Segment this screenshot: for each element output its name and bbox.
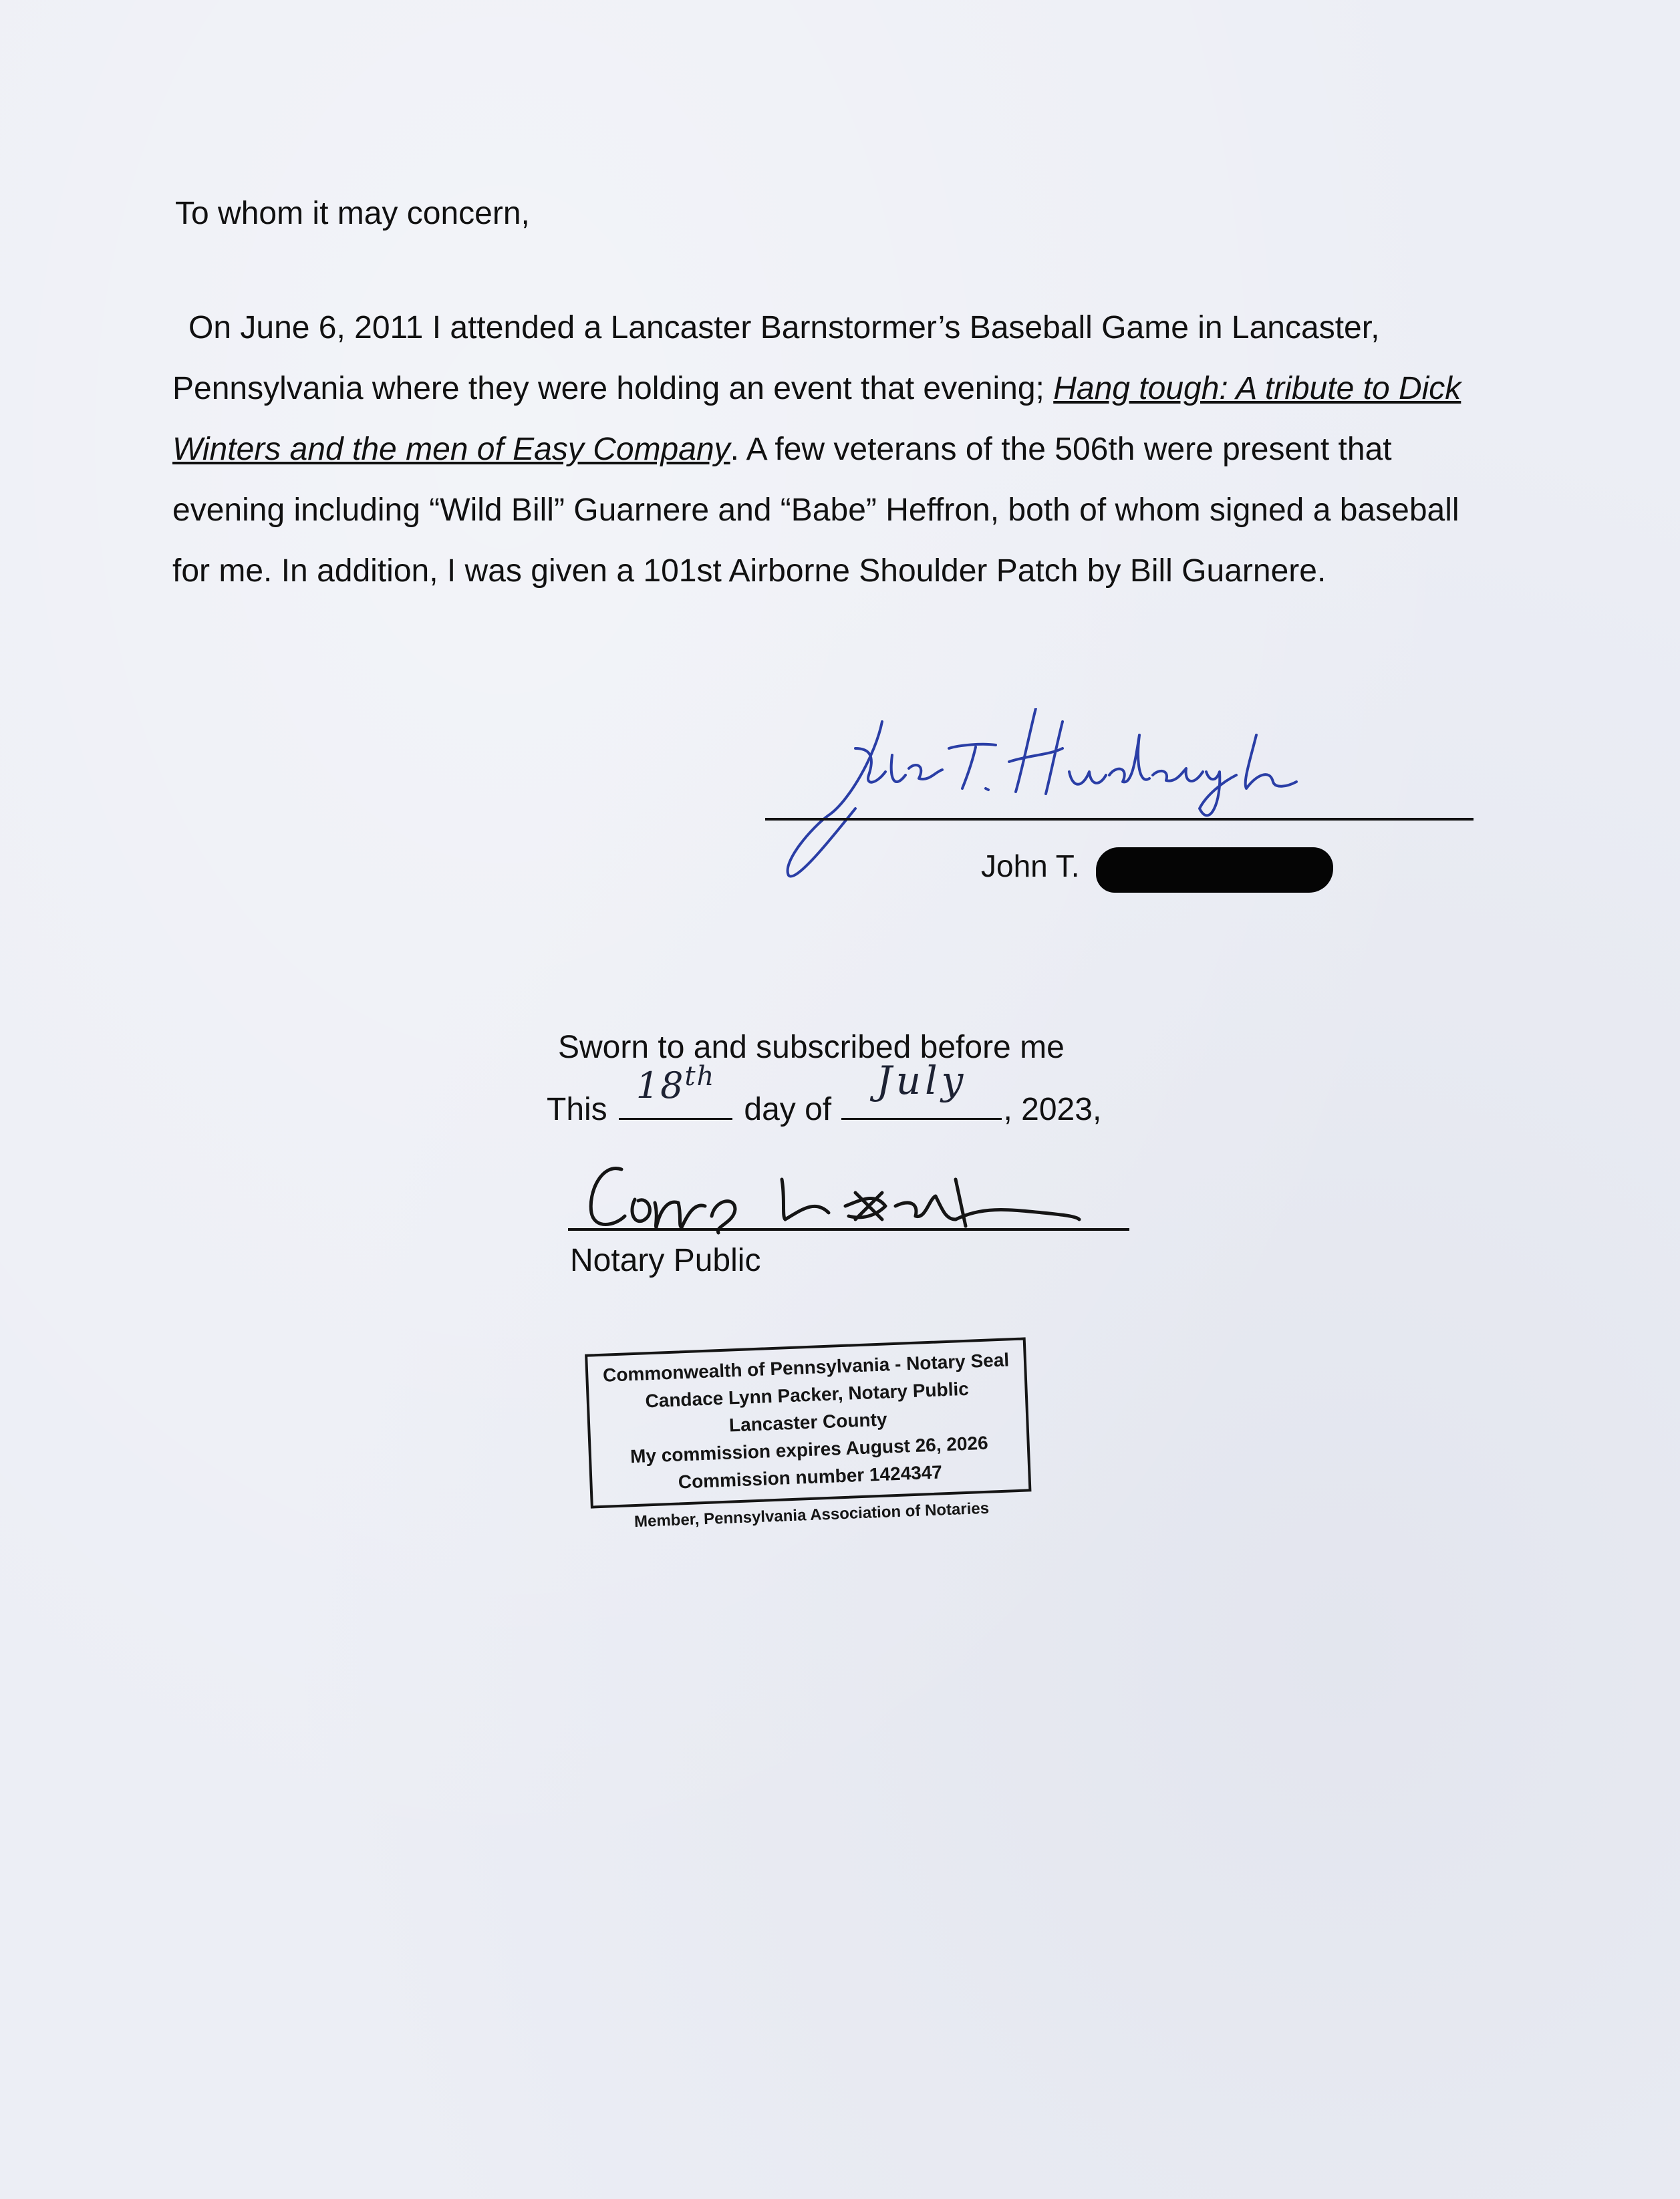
day-of-label: day of — [744, 1092, 832, 1127]
day-suffix: th — [684, 1061, 716, 1092]
notary-label: Notary Public — [570, 1243, 761, 1278]
this-label: This — [547, 1092, 607, 1127]
salutation: To whom it may concern, — [175, 196, 530, 231]
notary-date-row — [547, 1058, 1102, 1130]
stamp-line-2: Candace Lynn Packer, Notary Public — [644, 1378, 970, 1412]
redaction-marker — [1096, 847, 1333, 893]
day-number: 18 — [636, 1064, 685, 1107]
stamp-line-5: Commission number 1424347 — [678, 1461, 943, 1493]
event-title: Hang tough: A tribute to Dick Winters and the men of Easy Company — [172, 371, 1461, 467]
signer-signature-line — [765, 818, 1474, 821]
notary-stamp — [585, 1337, 1032, 1533]
month-blank — [841, 1058, 1002, 1120]
stamp-line-1: Commonwealth of Pennsylvania - Notary Seal — [602, 1349, 1010, 1386]
day-handwritten — [619, 1056, 732, 1106]
sworn-statement: Sworn to and subscribed before me — [558, 1030, 1065, 1065]
signer-name: John T. — [981, 849, 1080, 883]
paragraph-end: . A few veterans of the 506th were present that evening including “Wild Bill” Guarnere and “Babe” Heffron, both of whom signed a baseball for me. In addition, I was given a 101st Airborne Shoulder Patch by Bill Guarnere. — [172, 432, 1459, 589]
notary-signature-line — [568, 1228, 1129, 1231]
notary-stamp-box — [585, 1337, 1031, 1508]
stamp-line-3: Lancaster County — [728, 1409, 887, 1436]
month-handwritten: July — [876, 1058, 968, 1103]
notary-signature — [581, 1153, 1089, 1239]
stamp-line-4: My commission expires August 26, 2026 — [629, 1432, 989, 1467]
letter-body-paragraph — [172, 297, 1462, 601]
day-blank — [619, 1061, 732, 1120]
stamp-footer: Member, Pennsylvania Association of Notaries — [634, 1499, 990, 1531]
year-text: , 2023, — [1003, 1092, 1102, 1127]
paragraph-start: On June 6, 2011 I attended a Lancaster Barnstormer’s Baseball Game in Lancaster, Pennsylvania where they were holding an event that evening; — [172, 310, 1380, 406]
